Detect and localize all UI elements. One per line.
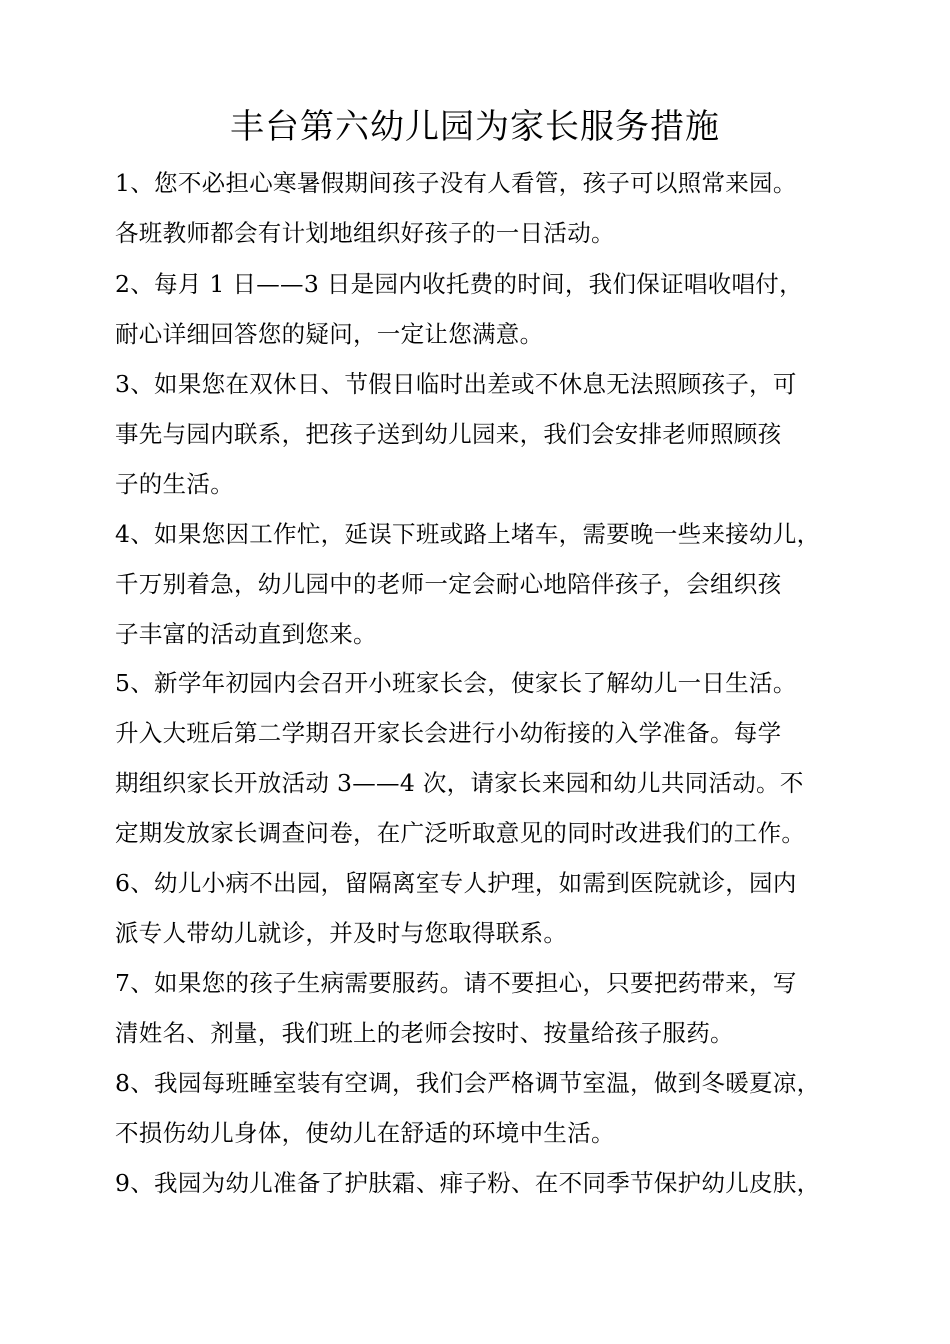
text-line: 5、新学年初园内会召开小班家长会，使家长了解幼儿一日生活。 xyxy=(115,669,797,697)
text-line: 各班教师都会有计划地组织好孩子的一日活动。 xyxy=(115,219,615,247)
text-line: 千万别着急，幼儿园中的老师一定会耐心地陪伴孩子，会组织孩 xyxy=(115,570,782,598)
text-line: 6、幼儿小病不出园，留隔离室专人护理，如需到医院就诊，园内 xyxy=(115,869,797,897)
text-line: 4、如果您因工作忙，延误下班或路上堵车，需要晚一些来接幼儿， xyxy=(115,520,821,548)
text-line: 期组织家长开放活动 3——4 次，请家长来园和幼儿共同活动。不 xyxy=(115,769,804,797)
text-line: 升入大班后第二学期召开家长会进行小幼衔接的入学准备。每学 xyxy=(115,719,782,747)
document-title: 丰台第六幼儿园为家长服务措施 xyxy=(230,107,720,147)
text-line: 2、每月 1 日——3 日是园内收托费的时间，我们保证唱收唱付， xyxy=(115,270,803,298)
text-line: 不损伤幼儿身体，使幼儿在舒适的环境中生活。 xyxy=(115,1119,615,1147)
text-line: 派专人带幼儿就诊，并及时与您取得联系。 xyxy=(115,919,568,947)
text-line: 事先与园内联系，把孩子送到幼儿园来，我们会安排老师照顾孩 xyxy=(115,420,782,448)
text-line: 耐心详细回答您的疑问，一定让您满意。 xyxy=(115,320,544,348)
text-line: 9、我园为幼儿准备了护肤霜、痱子粉、在不同季节保护幼儿皮肤， xyxy=(115,1169,821,1197)
text-line: 7、如果您的孩子生病需要服药。请不要担心，只要把药带来，写 xyxy=(115,969,797,997)
text-line: 子丰富的活动直到您来。 xyxy=(115,620,377,648)
text-line: 8、我园每班睡室装有空调，我们会严格调节室温，做到冬暖夏凉， xyxy=(115,1069,821,1097)
text-line: 1、您不必担心寒暑假期间孩子没有人看管，孩子可以照常来园。 xyxy=(115,169,797,197)
text-line: 定期发放家长调查问卷，在广泛听取意见的同时改进我们的工作。 xyxy=(115,819,806,847)
text-line: 3、如果您在双休日、节假日临时出差或不休息无法照顾孩子，可 xyxy=(115,370,797,398)
text-line: 子的生活。 xyxy=(115,470,234,498)
text-line: 清姓名、剂量，我们班上的老师会按时、按量给孩子服药。 xyxy=(115,1019,734,1047)
